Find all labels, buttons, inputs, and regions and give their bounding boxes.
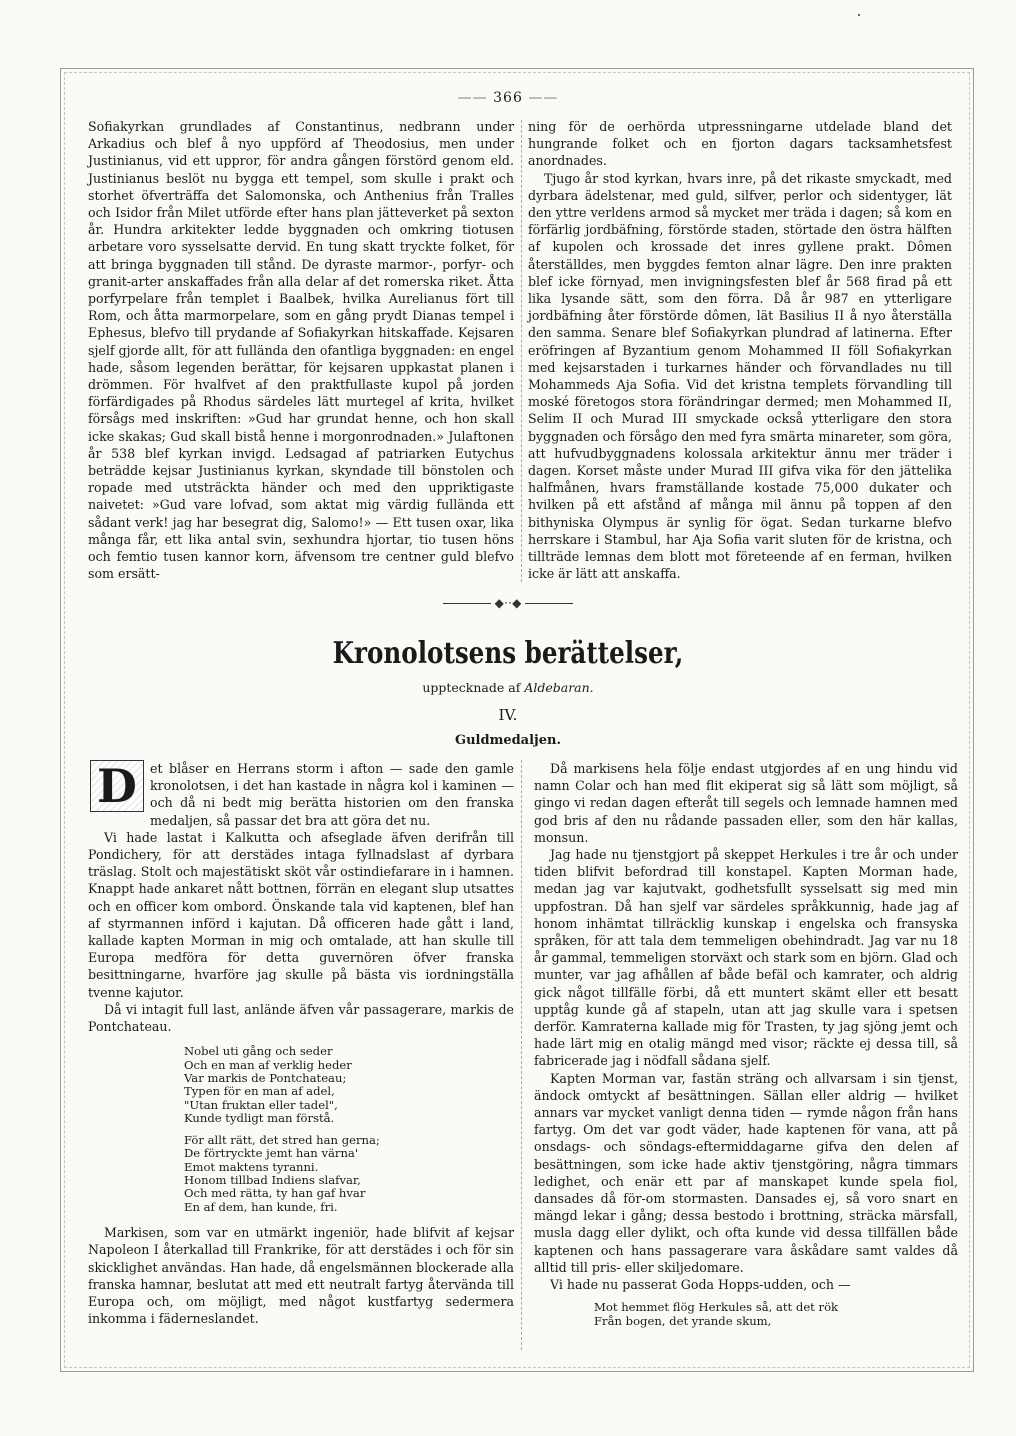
story-subtitle bbox=[0, 680, 1016, 695]
poem-right bbox=[594, 1301, 958, 1328]
story-paragraph: Vi hade lastat i Kalkutta och afseglade äfven derifrån till Pondichery, för att derstädes intaga fyllnadslast af dyrbara träslag. Stolt och majestätiskt sköt vår ostindiefarare in i hamnen. Knappt hade ankaret nått bottnen, förrän en elegant slup utsattes och en officer kom ombord. Önskande tala vid kaptenen, blef han af styrmannen införd i kajutan. Då officeren hade gått i land, kallade kapten Morman in mig och omtalade, att han skulle till Europa medföra för detta guvernören öfver franska besittningarne, hvarföre jag skulle på bästa vis iordningställa tvenne kajutor. bbox=[88, 829, 514, 1000]
poem-line: Mot hemmet flög Herkules så, att det rök bbox=[594, 1300, 839, 1315]
article-column-left bbox=[88, 118, 514, 582]
dropcap: D bbox=[90, 760, 144, 812]
article-paragraph: ning för de oerhörda utpressningarne utdelade bland det hungrande folket och en fjorton dagars tacksamhetsfest anordnades. bbox=[528, 119, 952, 169]
poem-line: Kunde tydligt man förstå. bbox=[184, 1111, 335, 1126]
story-title: Kronolotsens berättelser, bbox=[332, 636, 684, 671]
poem-line: Honom tillbad Indiens slafvar, bbox=[184, 1172, 361, 1187]
author-name: Aldebaran. bbox=[524, 680, 594, 695]
poem-line: För allt rätt, det stred han gerna; bbox=[184, 1132, 380, 1147]
poem-line: Typen för en man af adel, bbox=[184, 1084, 335, 1099]
poem-left bbox=[184, 1045, 514, 1214]
poem-stanza bbox=[184, 1134, 514, 1214]
speck bbox=[858, 14, 860, 16]
article-paragraph: Sofiakyrkan grundlades af Constantinus, nedbrann under Arkadius och blef å nyo uppförd af Theodosius, men under Justinianus, vid ett uppror, för andra gången förstörd genom eld. Justinianus beslöt nu bygga ett tempel, som skulle i prakt och storhet öfverträffa det Salomonska, och Anthenius från Tralles och Isidor från Milet utförde efter hans plan jätteverket på sexton år. Hundra arkitekter ledde byggnaden och omkring tiotusen arbetare voro sysselsatte dervid. En tung skatt tryckte folket, för att bringa byggnaden till stånd. De dyraste marmor-, porfyr- och granit-arter anskaffades från alla delar af det romerska riket. Åtta porfyrpelare från templet i Baalbek, hvilka Aurelianus fört till Rom, och åtta marmorpelare, som en gång prydt Dianas tempel i Ephesus, blefvo till prydande af Sofiakyrkan hitskaffade. Kejsaren sjelf gjorde allt, för att fullända den ofantliga byggnaden: en engel hade, såsom legenden berättar, för kejsaren uppkastat planen i drömmen. För hvalfvet af den praktfullaste kupol på jorden förfärdigades på Rhodus särdeles lätt murtegel af krita, hvilket försågs med inskriften: »Gud har grundat henne, och hon skall icke skakas; Gud skall bistå henne i morgonrodnaden.» Julaftonen år 538 blef kyrkan invigd. Ledsagad af patriarken Eutychus beträdde kejsar Justinianus kyrkan, skyndade till bönstolen och ropade med utsträckta händer och med den uppriktigaste naivetet: »Gud vare lofvad, som aktat mig värdig fullända ett sådant verk! jag har besegrat dig, Salomo!» — Ett tusen oxar, lika många får, ett lika antal svin, sexhundra hjortar, tio tusen höns och femtio tusen kannor korn, äfvensom tre centner guld blefvo som ersätt- bbox=[88, 119, 514, 582]
article-paragraph: Tjugo år stod kyrkan, hvars inre, på det rikaste smyckadt, med dyrbara ädelstenar, med guld, silfver, perlor och sidentyger, lät den yttre verldens armod så mycket mer träda i dagen; så kom en förfärlig jordbäfning, förstörde staden, störtade den östra hälften af kupolen och krossade det inres gyllene prakt. Dômen återställdes, men byggdes femton alnar lägre. Den inre prakten blef icke förnyad, men invigningsfesten blef år 568 firad på ett lika lysande sätt, som den förra. Då år 987 en ytterligare jordbäfning åter förstörde dômen, lät Basilius II å nyo återställa den samma. Senare blef Sofiakyrkan plundrad af latinerna. Efter eröfringen af Byzantium genom Mohammed II föll Sofiakyrkan med kejsarstaden i turkarnes händer och förvandlades nu till Mohammeds Aja Sofia. Vid det kristna templets förvandling till moské företogos stora förändringar dermed; men Mohammed II, Selim II och Murad III smyckade också ytterligare den stora byggnaden och försågo den med fyra smärta minareter, som göra, att hufvudbyggnadens kolossala arkitektur ännu mer träder i dagen. Korset måste under Murad III gifva vika för den jättelika halfmånen, hvars framställande kostade 75,000 dukater och hvilken på ett afstånd af många mil ännu på toppen af den bithyniska Olympus är synlig för ögat. Sedan turkarne blefvo herrskare i Stambul, har Aja Sofia varit sluten för de kristna, och tillträde lemnas dem blott mot företeende af en ferman, hvilken icke är lätt att anskaffa. bbox=[528, 170, 952, 582]
poem-line: Nobel uti gång och seder bbox=[184, 1044, 333, 1059]
story-paragraph: Markisen, som var en utmärkt ingeniör, hade blifvit af kejsar Napoleon I återkallad till Frankrike, för att derstädes i och för sin skicklighet användas. Han hade, då engelsmännen blockerade alla franska hamnar, beslutat att med ett neutralt fartyg återvända till Europa och, om möjligt, med något kustfartyg sedermera inkomma i fäderneslandet. bbox=[88, 1225, 514, 1327]
chapter-title: Guldmedaljen. bbox=[454, 733, 561, 748]
story-paragraph: Jag hade nu tjenstgjort på skeppet Herkules i tre år och under tiden blifvit befordrad till konstapel. Kapten Morman hade, medan jag var kajutvakt, godhetsfullt sysselsatt sig med min uppfostran. Då han sjelf var särdeles språkkunnig, hade jag af honom inhämtat tillräcklig kunskap i engelska och fransyska språken, för att tala dem temmeligen obehindradt. Jag var nu 18 år gammal, temmeligen storväxt och stark som en björn. Glad och munter, var jag afhållen af både befäl och kamrater, och aldrig gick något tillfälle förbi, då ett muntert skämt eller ett besatt upptåg kunde gå af stapeln, utan att jag skulle vara i spetsen derför. Kamraterna kallade mig för Trasten, ty jag sjöng jemt och hade lärt mig en otalig mängd med visor; räckte ej dessa till, så fabricerade jag i nödfall sådana sjelf. bbox=[534, 847, 958, 1069]
poem-stanza bbox=[184, 1045, 514, 1125]
page-number: —— 366 —— bbox=[457, 90, 559, 106]
story-opening bbox=[88, 760, 514, 829]
poem-line: En af dem, han kunde, fri. bbox=[184, 1199, 338, 1214]
chapter-number: IV. bbox=[498, 706, 518, 724]
story-column-right bbox=[534, 760, 958, 1328]
poem-line: Var markis de Pontchateau; bbox=[184, 1071, 347, 1086]
story-column-left bbox=[88, 760, 514, 1327]
column-divider-bottom bbox=[521, 760, 522, 1350]
poem-line: Och en man af verklig heder bbox=[184, 1057, 352, 1072]
story-paragraph: Då markisens hela följe endast utgjordes af en ung hindu vid namn Colar och han med flit ekiperat sig så lätt som möjligt, så gingo vi redan dagen efteråt till segels och lemnade hamnen med god bris af den nu rådande passaden eller, som den här kallas, monsun. bbox=[534, 761, 958, 845]
article-column-right bbox=[528, 118, 952, 582]
story-paragraph: Vi hade nu passerat Goda Hopps-udden, och — bbox=[550, 1277, 851, 1293]
story-paragraph: Då vi intagit full last, anlände äfven vår passagerare, markis de Pontchateau. bbox=[88, 1001, 514, 1035]
column-divider-top bbox=[521, 120, 522, 582]
opening-text: et blåser en Herrans storm i afton — sade den gamle kronolotsen, i det han kastade in några kol i kaminen — och då ni bedt mig berätta historien om den franska medaljen, så passar det bra att göra det nu. bbox=[150, 761, 514, 828]
story-paragraph: Kapten Morman var, fastän sträng och allvarsam i sin tjenst, ändock omtyckt af besättningen. Sällan eller aldrig — hvilket annars var mycket vanligt denna tiden — rymde någon från hans fartyg. Om det var godt väder, hade kaptenen för vana, att på onsdags- och söndags-eftermiddagarne gifva den delen af besättningen, som icke hade aktiv tjenstgöring, några timmars ledighet, och enär ett par af manskapet kunde spela fiol, dansades då för-om stormasten. Dansades ej, så voro snart en mängd lekar i gång; dessa bestodo i brottning, sträcka märsfall, musla dagg eller dylikt, och ofta kunde vid dessa tillfällen både kaptenen och hans passagerare vara åskådare samt valdes då alltid till pris- eller skiljedomare. bbox=[534, 1070, 958, 1275]
poem-line: Emot maktens tyranni. bbox=[184, 1159, 319, 1174]
subtitle-prefix: upptecknade af bbox=[422, 680, 521, 695]
poem-line: "Utan fruktan eller tadel", bbox=[184, 1097, 338, 1112]
poem-line: Från bogen, det yrande skum, bbox=[594, 1313, 772, 1328]
poem-line: Och med rätta, ty han gaf hvar bbox=[184, 1186, 366, 1201]
page-number-value: 366 bbox=[493, 90, 523, 106]
poem-line: De förtryckte jemt han värna' bbox=[184, 1146, 359, 1161]
section-ornament: ◆⋅⋅◆ bbox=[0, 596, 1016, 610]
